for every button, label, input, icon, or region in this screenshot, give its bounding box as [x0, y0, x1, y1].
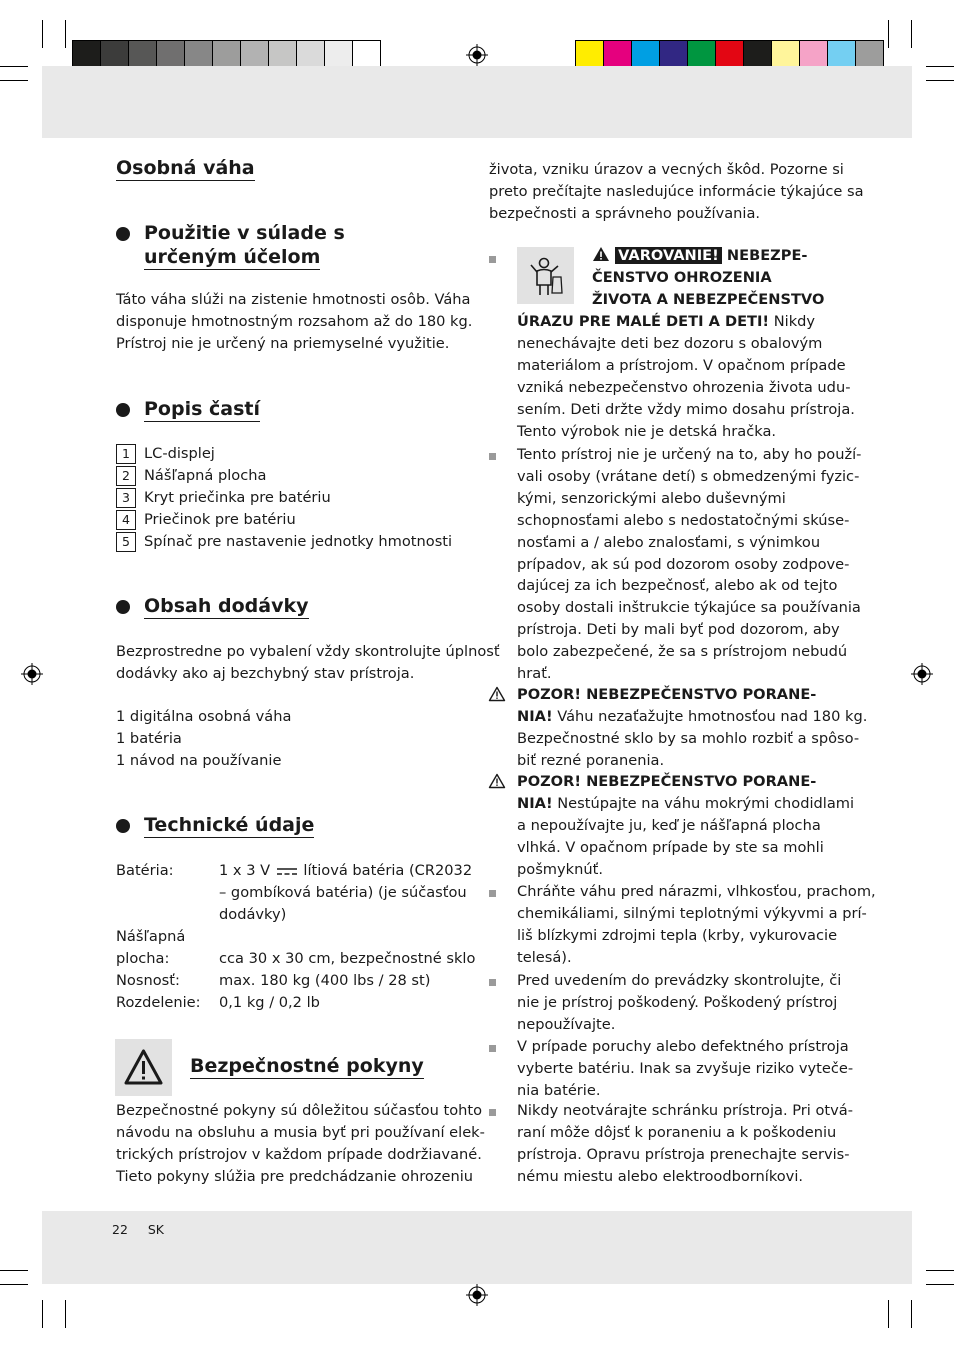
spec-label: Batéria:	[116, 862, 174, 879]
list-bullet	[489, 256, 496, 263]
color-swatch	[213, 40, 241, 69]
part-label: Nášľapná plocha	[144, 467, 267, 484]
color-swatch	[101, 40, 129, 69]
spec-value: dodávky)	[219, 906, 287, 923]
part-label: Priečinok pre batériu	[144, 511, 296, 528]
safety-item: Tento prístroj nie je určený na to, aby ho použí- vali osoby (vrátane detí) s obmedzenými fyzic- kými, senzorickými alebo duševnými schopnosťami alebo s nedostatočnými skúse- nosťami a / alebo znalosťami, s výnimkou prípadov, ak sú pod dozorom osoby zodpove- dajúcej za ich bezpečnosť, alebo ak od tejto osoby dostali inštrukcie týkajúce sa používania prístroja. Deti by mali byť pod dozorom, aby bolo zabezpečené, že sa s prístrojom nebudú hrať.	[517, 446, 862, 683]
registration-mark-icon	[466, 1284, 488, 1306]
color-swatch	[575, 40, 604, 69]
section-heading-parts: Popis častí	[144, 398, 261, 420]
warning-box	[115, 1039, 172, 1096]
part-label: Spínač pre nastavenie jednotky hmotnosti	[144, 533, 453, 550]
color-swatch	[772, 40, 800, 69]
safety-intro-continued: života, vzniku úrazov a vecných škôd. Pozorne si preto prečítajte nasledujúce informácie týkajúce sa bezpečnosti a správneho používania.	[489, 161, 864, 222]
color-swatch	[856, 40, 884, 69]
safety-intro-text: Bezpečnostné pokyny sú dôležitou súčasťou tohto návodu na obsluhu a musia byť pri používaní elek- trických prístrojov v každom prípade dodržiavané. Tieto pokyny slúžia pre predchádzanie ohrozeniu	[116, 1102, 485, 1185]
safety-item: V prípade poruchy alebo defektného prístroja vyberte batériu. Inak sa zvyšuje riziko vyteče- nia batérie.	[517, 1038, 854, 1099]
list-bullet	[489, 1045, 496, 1052]
spec-label: Nosnosť:	[116, 972, 180, 989]
caution-text: NIA! Váhu nezaťažujte hmotnosťou nad 180 kg.	[517, 708, 868, 725]
color-swatch	[828, 40, 856, 69]
section-bullet	[116, 600, 130, 614]
color-swatch	[129, 40, 157, 69]
warning-text: nenechávajte deti bez dozoru s obalovým materiálom a prístrojom. V opačnom prípade vzniká nebezpečenstvo ohrozenia života udu- sením. Deti držte vždy mimo dosahu prístroja. Tento výrobok nie je detská hračka.	[517, 335, 855, 440]
spec-value: max. 180 kg (400 lbs / 28 st)	[219, 972, 431, 989]
color-swatch	[604, 40, 632, 69]
caution-heading: POZOR! NEBEZPEČENSTVO PORANE-	[517, 773, 817, 790]
child-warning-image	[517, 247, 574, 304]
section-bullet	[116, 227, 130, 241]
part-number: 1	[116, 444, 136, 464]
color-swatch	[800, 40, 828, 69]
language-code: SK	[147, 1222, 165, 1237]
caution-triangle-icon	[488, 686, 506, 702]
warning-badge: VAROVANIE!	[615, 247, 722, 264]
caution-text: NIA! Nestúpajte na váhu mokrými chodidlami	[517, 795, 855, 812]
page-title: Osobná váha	[116, 157, 255, 179]
spec-label: plocha:	[116, 950, 170, 967]
safety-item: Chráňte váhu pred nárazmi, vlhkosťou, prachom, chemikáliami, silnými teplotnými výkyvmi a prí- liš blízkymi zdrojmi tepla (krby, vykurovacie telesá).	[517, 883, 876, 966]
caution-triangle-icon	[488, 773, 506, 789]
part-number: 5	[116, 532, 136, 552]
color-swatch	[744, 40, 772, 69]
delivery-text: Bezprostredne po vybalení vždy skontrolujte úplnosť dodávky ako aj bezchybný stav prístroja.	[116, 643, 500, 682]
caution-heading: POZOR! NEBEZPEČENSTVO PORANE-	[517, 686, 817, 703]
color-swatch	[157, 40, 185, 69]
registration-mark-icon	[21, 663, 43, 685]
section-bullet	[116, 819, 130, 833]
color-swatch	[688, 40, 716, 69]
color-swatch	[269, 40, 297, 69]
caution-text: Bezpečnostné sklo by sa mohlo rozbiť a spôso- biť rezné poranenia.	[517, 730, 860, 769]
safety-item: Pred uvedením do prevádzky skontrolujte, či nie je prístroj poškodený. Poškodený prístroj nepoužívajte.	[517, 972, 842, 1033]
section-bullet	[116, 403, 130, 417]
color-swatch	[325, 40, 353, 69]
part-label: Kryt priečinka pre batériu	[144, 489, 331, 506]
color-swatch	[632, 40, 660, 69]
warning-heading: ČENSTVO OHROZENIA	[592, 269, 772, 286]
part-number: 3	[116, 488, 136, 508]
spec-value: 0,1 kg / 0,2 lb	[219, 994, 320, 1011]
caution-text: a nepoužívajte ju, keď je nášľapná plocha vlhká. V opačnom prípade by ste sa mohli pošmyknúť.	[517, 817, 824, 878]
registration-mark-icon	[466, 44, 488, 66]
footer-band	[42, 1211, 912, 1284]
child-with-bag-icon	[517, 247, 574, 304]
color-swatch	[297, 40, 325, 69]
color-swatch	[185, 40, 213, 69]
list-bullet	[489, 453, 496, 460]
warning-heading: VAROVANIE! NEBEZPE-	[592, 245, 808, 267]
safety-item: Nikdy neotvárajte schránku prístroja. Pri otvá- raní môže dôjsť k poraneniu a k poškodeniu prístroja. Opravu prístroja prenechajte servis- nému miestu alebo elektroodborníkovi.	[517, 1102, 853, 1185]
delivery-items	[116, 706, 291, 772]
list-item: 1 digitálna osobná váha	[116, 708, 292, 725]
warning-heading: ŽIVOTA A NEBEZPEČENSTVO	[592, 291, 825, 308]
part-number: 2	[116, 466, 136, 486]
color-swatch	[660, 40, 688, 69]
spec-value: – gombíková batéria) (je súčasťou	[219, 884, 467, 901]
intended-use-text: Táto váha slúži na zistenie hmotnosti osôb. Váha disponuje hmotnostným rozsahom až do 180 kg. Prístroj nie je určený na priemyselné využitie.	[116, 291, 473, 352]
page-footer	[112, 1222, 164, 1238]
spec-value: 1 x 3 V lítiová batéria (CR2032	[219, 862, 473, 879]
list-item: 1 batéria	[116, 729, 182, 747]
warning-heading: ÚRAZU PRE MALÉ DETI A DETI! Nikdy	[517, 313, 816, 330]
page-number: 22	[112, 1222, 128, 1237]
color-swatch	[353, 40, 381, 69]
list-bullet	[489, 890, 496, 897]
gray-color-bar	[72, 40, 381, 69]
color-swatch	[241, 40, 269, 69]
warning-triangle-icon	[592, 246, 610, 262]
warning-triangle-icon	[115, 1039, 172, 1096]
spec-value: cca 30 x 30 cm, bezpečnostné sklo	[219, 950, 476, 967]
dc-symbol-icon	[277, 866, 297, 876]
section-heading-safety: Bezpečnostné pokyny	[190, 1055, 424, 1077]
registration-mark-icon	[911, 663, 933, 685]
section-heading-specs: Technické údaje	[144, 814, 315, 836]
part-number: 4	[116, 510, 136, 530]
spec-label: Rozdelenie:	[116, 994, 201, 1011]
color-swatch	[72, 40, 101, 69]
part-label: LC-displej	[144, 445, 215, 462]
cmyk-color-bar	[575, 40, 884, 69]
list-bullet	[489, 979, 496, 986]
spec-label: Nášľapná	[116, 928, 186, 945]
list-bullet	[489, 1109, 496, 1116]
section-heading-intended-use: Použitie v súlade s určeným účelom	[144, 222, 345, 268]
header-band	[42, 66, 912, 138]
color-swatch	[716, 40, 744, 69]
section-heading-delivery: Obsah dodávky	[144, 595, 309, 617]
list-item: 1 návod na používanie	[116, 751, 282, 769]
